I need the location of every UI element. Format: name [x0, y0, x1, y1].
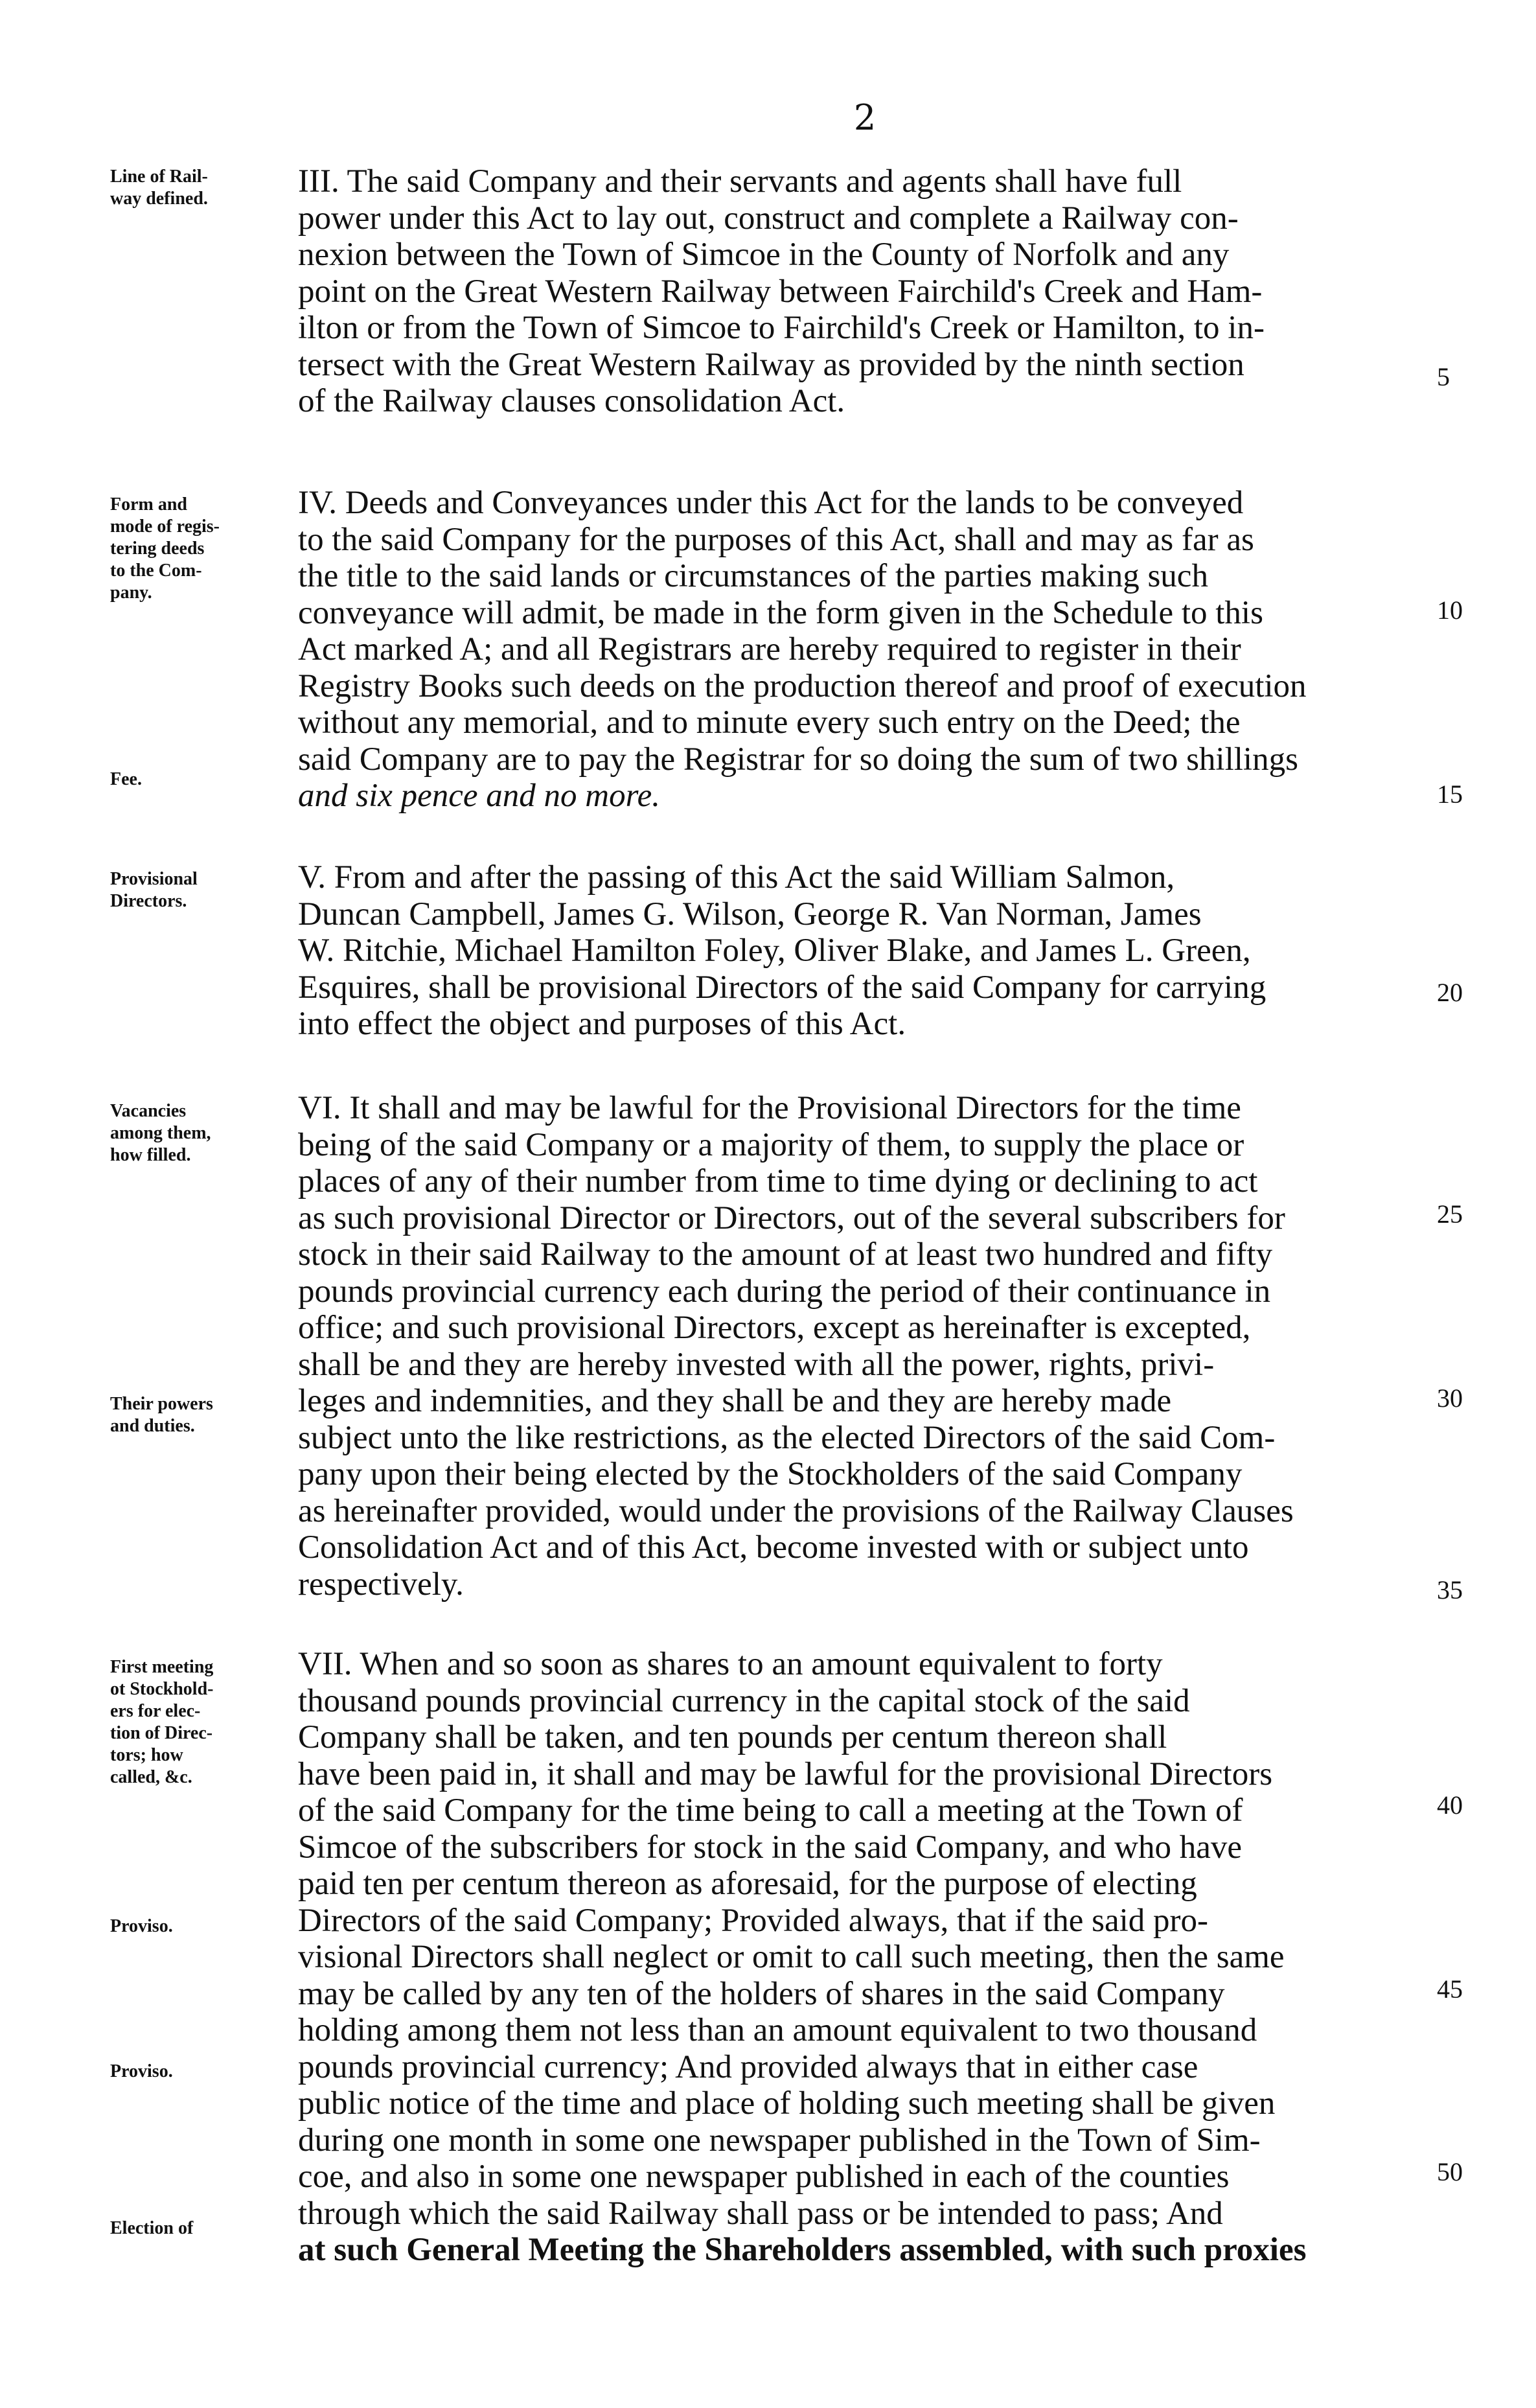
text-line: power under this Act to lay out, construct and complete a Railway con- [298, 200, 1239, 237]
text-line: paid ten per centum thereon as aforesaid, for the purpose of electing [298, 1866, 1197, 1902]
line-number: 35 [1437, 1575, 1463, 1604]
text-line: pany upon their being elected by the Stockholders of the said Company [298, 1456, 1243, 1492]
text-line: as hereinafter provided, would under the provisions of the Railway Clauses [298, 1492, 1294, 1529]
text-line: VI. It shall and may be lawful for the Provisional Directors for the time [298, 1090, 1241, 1126]
text-line: pounds provincial currency; And provided always that in either case [298, 2048, 1198, 2085]
marginal-line: called, &c. [110, 1767, 192, 1787]
text-line: III. The said Company and their servants and agents shall have full [298, 163, 1182, 200]
text-line: and six pence and no more. [298, 778, 660, 814]
text-line: Simcoe of the subscribers for stock in the said Company, and who have [298, 1829, 1242, 1866]
text-line: W. Ritchie, Michael Hamilton Foley, Oliver Blake, and James L. Green, [298, 932, 1251, 969]
text-line: of the said Company for the time being to call a meeting at the Town of [298, 1792, 1243, 1829]
marginal-line: Form and [110, 494, 187, 515]
text-line: Duncan Campbell, James G. Wilson, George R. Van Norman, James [298, 896, 1202, 932]
text-line: without any memorial, and to minute every such entry on the Deed; the [298, 704, 1241, 741]
line-number: 45 [1437, 1974, 1463, 2004]
text-line: stock in their said Railway to the amount of at least two hundred and fifty [298, 1236, 1273, 1273]
marginal-line: pany. [110, 583, 152, 603]
text-line: of the Railway clauses consolidation Act. [298, 383, 845, 419]
section-vi [298, 1090, 1432, 1603]
marginal-line: and duties. [110, 1416, 195, 1436]
text-line: may be called by any ten of the holders of shares in the said Company [298, 1975, 1225, 2012]
marginal-line: Proviso. [110, 1916, 173, 1936]
text-line: through which the said Railway shall pass or be intended to pass; And [298, 2195, 1223, 2232]
text-line: visional Directors shall neglect or omit to call such meeting, then the same [298, 1939, 1285, 1975]
marginal-line: tors; how [110, 1745, 183, 1765]
marginal-note-election [110, 2217, 304, 2240]
line-number: 25 [1437, 1199, 1463, 1229]
marginal-line: tering deeds [110, 538, 205, 559]
marginal-line: tion of Direc- [110, 1723, 213, 1743]
marginal-line: mode of regis- [110, 516, 220, 537]
text-line: to the said Company for the purposes of this Act, shall and may as far as [298, 521, 1254, 558]
text-line: pounds provincial currency each during the period of their continuance in [298, 1273, 1271, 1310]
marginal-line: Provisional [110, 869, 198, 889]
line-number: 5 [1437, 362, 1450, 391]
text-line: nexion between the Town of Simcoe in the County of Norfolk and any [298, 237, 1230, 273]
text-line: shall be and they are hereby invested with all the power, rights, privi- [298, 1346, 1215, 1383]
marginal-line: ers for elec- [110, 1701, 201, 1721]
text-line: conveyance will admit, be made in the form given in the Schedule to this [298, 594, 1263, 631]
text-line: during one month in some one newspaper published in the Town of Sim- [298, 2122, 1261, 2159]
text-line: respectively. [298, 1566, 464, 1603]
text-line: subject unto the like restrictions, as the elected Directors of the said Com- [298, 1419, 1276, 1456]
text-line: public notice of the time and place of holding such meeting shall be given [298, 2085, 1276, 2122]
text-line: at such General Meeting the Shareholders assembled, with such proxies [298, 2232, 1307, 2268]
line-number: 30 [1437, 1383, 1463, 1413]
text-line: Registry Books such deeds on the production thereof and proof of execution [298, 667, 1307, 704]
section-v [298, 859, 1432, 1043]
text-line: Act marked A; and all Registrars are hereby required to register in their [298, 631, 1241, 667]
text-line: office; and such provisional Directors, except as hereinafter is excepted, [298, 1310, 1251, 1346]
page-number: 2 [853, 97, 877, 138]
section-vii [298, 1646, 1432, 2269]
marginal-note-proviso-2 [110, 2061, 304, 2083]
text-line: ilton or from the Town of Simcoe to Fairchild's Creek or Hamilton, to in- [298, 310, 1265, 346]
text-line: leges and indemnities, and they shall be and they are hereby made [298, 1383, 1172, 1419]
text-line: said Company are to pay the Registrar for so doing the sum of two shillings [298, 741, 1298, 778]
text-line: Directors of the said Company; Provided always, that if the said pro- [298, 1902, 1209, 1939]
marginal-line: Their powers [110, 1394, 213, 1414]
marginal-line: to the Com- [110, 561, 202, 581]
line-number: 50 [1437, 2157, 1463, 2186]
text-line: have been paid in, it shall and may be lawful for the provisional Directors [298, 1755, 1273, 1792]
text-line: tersect with the Great Western Railway as provided by the ninth section [298, 346, 1244, 383]
text-line: being of the said Company or a majority of them, to supply the place or [298, 1126, 1244, 1163]
marginal-line: Fee. [110, 769, 142, 789]
marginal-line: Line of Rail- [110, 167, 208, 187]
section-iii [298, 163, 1432, 420]
text-line: holding among them not less than an amount equivalent to two thousand [298, 2012, 1257, 2048]
marginal-line: how filled. [110, 1145, 191, 1165]
marginal-line: First meeting [110, 1657, 214, 1677]
text-line: point on the Great Western Railway between Fairchild's Creek and Ham- [298, 273, 1263, 310]
marginal-line: Vacancies [110, 1101, 187, 1121]
marginal-note-first-meeting [110, 1656, 304, 1789]
marginal-line: Proviso. [110, 2061, 173, 2081]
text-line: as such provisional Director or Directors, out of the several subscribers for [298, 1199, 1285, 1236]
marginal-note-proviso-1 [110, 1916, 304, 1938]
marginal-line: Election of [110, 2218, 194, 2238]
line-number: 10 [1437, 596, 1463, 625]
marginal-line: way defined. [110, 189, 208, 209]
marginal-note-provisional-directors [110, 868, 304, 912]
line-number: 15 [1437, 780, 1463, 809]
section-iv [298, 485, 1432, 815]
text-line: Company shall be taken, and ten pounds per centum thereon shall [298, 1719, 1167, 1755]
marginal-note-vacancies [110, 1100, 304, 1166]
marginal-line: among them, [110, 1123, 211, 1143]
line-number: 40 [1437, 1790, 1463, 1820]
text-line: coe, and also in some one newspaper published in each of the counties [298, 2159, 1230, 2195]
text-line: Consolidation Act and of this Act, become invested with or subject unto [298, 1529, 1249, 1566]
text-line: thousand pounds provincial currency in the capital stock of the said [298, 1682, 1190, 1719]
line-number: 20 [1437, 978, 1463, 1007]
text-line: V. From and after the passing of this Act the said William Salmon, [298, 859, 1175, 896]
text-line: VII. When and so soon as shares to an amount equivalent to forty [298, 1646, 1163, 1682]
text-line: places of any of their number from time to time dying or declining to act [298, 1163, 1258, 1199]
marginal-line: Directors. [110, 891, 187, 911]
text-line: into effect the object and purposes of this Act. [298, 1006, 906, 1042]
marginal-line: ot Stockhold- [110, 1679, 214, 1699]
marginal-note-fee [110, 769, 304, 791]
marginal-note-line-of-railway [110, 166, 304, 210]
text-line: Esquires, shall be provisional Directors of the said Company for carrying [298, 969, 1267, 1006]
marginal-note-form-of-deeds [110, 494, 304, 604]
text-line: the title to the said lands or circumstances of the parties making such [298, 558, 1208, 594]
text-line: IV. Deeds and Conveyances under this Act for the lands to be conveyed [298, 485, 1244, 521]
marginal-note-powers-duties [110, 1393, 304, 1437]
